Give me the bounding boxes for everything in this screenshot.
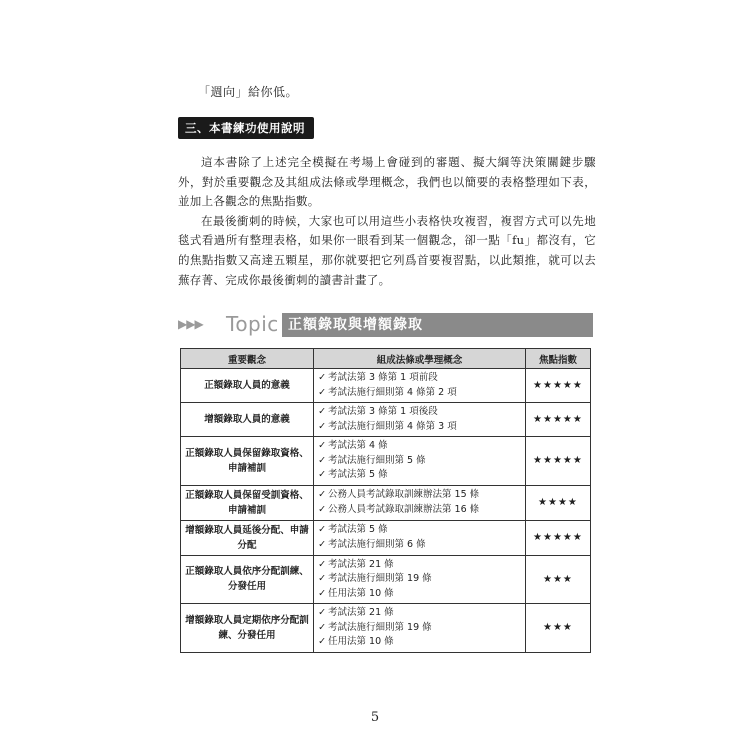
table-row xyxy=(181,369,591,403)
paragraph: 這本書除了上述完全模擬在考場上會碰到的審題、擬大綱等決策關鍵步驟外，對於重要觀念及其組成法條或學理概念，我們也以簡要的表格整理如下表，並加上各觀念的焦點指數。 xyxy=(178,155,596,209)
law-text: 考試法施行細則第 4 條第 2 項 xyxy=(328,386,457,398)
focus-stars: ★★★★★ xyxy=(525,520,590,555)
law-item xyxy=(318,405,521,420)
table-body xyxy=(181,369,591,653)
table-row xyxy=(181,403,591,437)
law-text: 公務人員考試錄取訓練辦法第 15 條 xyxy=(328,489,480,500)
law-text: 考試法施行細則第 4 條第 3 項 xyxy=(328,420,457,432)
topic-label: Topic xyxy=(226,312,279,336)
law-item xyxy=(318,439,521,454)
check-icon: ✓ xyxy=(318,420,327,432)
table-header-row xyxy=(181,349,591,369)
law-item xyxy=(318,371,521,386)
law-text: 考試法第 21 條 xyxy=(328,558,394,570)
law-text: 考試法第 3 條第 1 項前段 xyxy=(328,372,438,383)
check-icon: ✓ xyxy=(318,440,327,451)
table-row xyxy=(181,555,591,604)
check-icon: ✓ xyxy=(318,621,327,633)
concept-cell: 正額錄取人員的意義 xyxy=(181,369,314,403)
triple-arrow-icon: ▶▶▶ xyxy=(178,317,203,331)
law-text: 任用法第 10 條 xyxy=(328,587,394,599)
concept-cell: 正額錄取人員保留受訓資格、申請補訓 xyxy=(181,485,314,520)
law-text: 公務人員考試錄取訓練辦法第 16 條 xyxy=(328,503,480,515)
paragraph: 在最後衝刺的時候，大家也可以用這些小表格快攻複習，複習方式可以先地毯式看過所有整理表格，如果你一眼看到某一個觀念，卻一點「fu」都沒有，它的焦點指數又高達五顆星，那你就要把它列爲首要複習點，以此類推，就可以去蕪存菁、完成你最後衝刺的讀書計畫了。 xyxy=(178,213,596,287)
law-item xyxy=(318,538,521,553)
section-heading: 三、本書練功使用說明 xyxy=(178,117,314,139)
law-item xyxy=(318,503,521,518)
header-laws: 組成法條或學理概念 xyxy=(314,349,526,369)
check-icon: ✓ xyxy=(318,573,327,584)
laws-cell xyxy=(314,555,526,604)
law-text: 考試法第 5 條 xyxy=(328,469,388,480)
laws-cell xyxy=(314,403,526,437)
law-item xyxy=(318,558,521,573)
table-row xyxy=(181,485,591,520)
law-item xyxy=(318,386,521,401)
body-text xyxy=(178,153,596,290)
law-item xyxy=(318,468,521,483)
law-item xyxy=(318,621,521,636)
check-icon: ✓ xyxy=(318,469,327,480)
law-text: 考試法施行細則第 5 條 xyxy=(328,454,426,466)
laws-cell xyxy=(314,369,526,403)
law-text: 考試法施行細則第 19 條 xyxy=(328,573,432,584)
law-text: 考試法施行細則第 6 條 xyxy=(328,538,426,550)
table-row xyxy=(181,520,591,555)
law-text: 任用法第 10 條 xyxy=(328,636,394,647)
law-item xyxy=(318,606,521,621)
check-icon: ✓ xyxy=(318,636,327,647)
focus-stars: ★★★ xyxy=(525,555,590,604)
table-row xyxy=(181,604,591,653)
check-icon: ✓ xyxy=(318,524,327,535)
check-icon: ✓ xyxy=(318,538,327,550)
check-icon: ✓ xyxy=(318,386,327,398)
check-icon: ✓ xyxy=(318,372,327,383)
check-icon: ✓ xyxy=(318,587,327,599)
focus-stars: ★★★★ xyxy=(525,485,590,520)
concept-cell: 增額錄取人員的意義 xyxy=(181,403,314,437)
focus-stars: ★★★★★ xyxy=(525,369,590,403)
concept-cell: 增額錄取人員延後分配、申請分配 xyxy=(181,520,314,555)
law-text: 考試法第 5 條 xyxy=(328,524,388,535)
law-item xyxy=(318,420,521,435)
law-text: 考試法第 4 條 xyxy=(328,440,388,451)
law-text: 考試法第 3 條第 1 項後段 xyxy=(328,406,438,417)
concept-table xyxy=(180,348,591,653)
laws-cell xyxy=(314,520,526,555)
law-item xyxy=(318,523,521,538)
focus-stars: ★★★★★ xyxy=(525,403,590,437)
check-icon: ✓ xyxy=(318,454,327,466)
header-focus-index: 焦點指數 xyxy=(525,349,590,369)
laws-cell xyxy=(314,437,526,486)
concept-cell: 增額錄取人員定期依序分配訓練、分發任用 xyxy=(181,604,314,653)
check-icon: ✓ xyxy=(318,489,327,500)
focus-stars: ★★★ xyxy=(525,604,590,653)
header-concept: 重要觀念 xyxy=(181,349,314,369)
focus-stars: ★★★★★ xyxy=(525,437,590,486)
check-icon: ✓ xyxy=(318,558,327,570)
concept-cell: 正額錄取人員保留錄取資格、申請補訓 xyxy=(181,437,314,486)
law-item xyxy=(318,454,521,469)
law-text: 考試法施行細則第 19 條 xyxy=(328,621,432,633)
law-item xyxy=(318,572,521,587)
laws-cell xyxy=(314,485,526,520)
law-text: 考試法第 21 條 xyxy=(328,607,394,618)
law-item xyxy=(318,587,521,602)
check-icon: ✓ xyxy=(318,503,327,515)
law-item xyxy=(318,635,521,650)
concept-cell: 正額錄取人員依序分配訓練、分發任用 xyxy=(181,555,314,604)
check-icon: ✓ xyxy=(318,406,327,417)
check-icon: ✓ xyxy=(318,607,327,618)
topic-title: 正額錄取與增額錄取 xyxy=(282,313,593,337)
table-row xyxy=(181,437,591,486)
topic-bar xyxy=(178,313,593,337)
page-number: 5 xyxy=(370,710,380,725)
law-item xyxy=(318,488,521,503)
intro-line: 「週向」給你低。 xyxy=(198,85,299,99)
laws-cell xyxy=(314,604,526,653)
